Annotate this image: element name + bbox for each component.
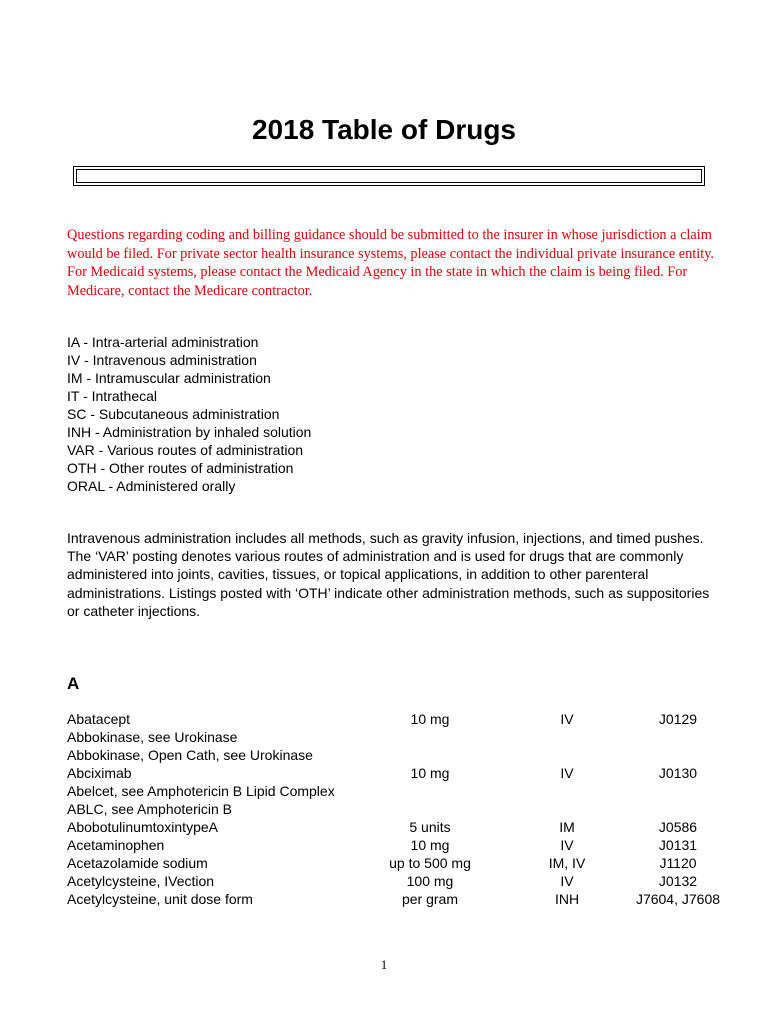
drug-dose: 100 mg [406,873,454,889]
drug-dose: 10 mg [410,711,450,727]
table-row [67,800,747,818]
drug-name: Abatacept [67,711,131,727]
drug-route: IM, IV [548,855,586,871]
drug-route: INH [554,891,580,907]
drug-name: Acetylcysteine, unit dose form [67,891,253,907]
table-row [67,746,747,764]
drug-code: J1120 [659,855,697,871]
drug-name: Acetylcysteine, IVection [67,873,215,889]
route-abbreviation-list [67,333,311,495]
drug-route: IM [559,819,575,835]
page-number: 1 [380,957,388,972]
drug-route: IV [560,711,574,727]
drug-code [609,782,747,800]
drug-name: ABLC, see Amphotericin B [67,801,232,817]
table-row [67,764,747,782]
drug-name: Abelcet, see Amphotericin B Lipid Complex [67,783,335,799]
drug-dose: up to 500 mg [389,855,471,871]
drug-code [609,728,747,746]
drug-code [609,800,747,818]
drug-table [67,710,747,908]
drug-name: Abbokinase, see Urokinase [67,729,238,745]
abbreviation-item: IA - Intra-arterial administration [67,334,259,350]
table-row [67,854,747,872]
drug-route [525,728,609,746]
title-divider-box [73,166,705,186]
drug-dose: per gram [401,891,459,907]
drug-route: IV [560,837,574,853]
drug-route: IV [560,765,574,781]
drug-dose: 5 units [409,819,451,835]
table-row [67,782,747,800]
abbreviation-item: IM - Intramuscular administration [67,370,271,386]
abbreviation-item: SC - Subcutaneous administration [67,406,280,422]
drug-name: Acetazolamide sodium [67,855,208,871]
drug-code: J0586 [658,819,698,835]
drug-code: J0132 [658,873,698,889]
drug-name: AbobotulinumtoxintypeA [67,819,218,835]
drug-route [525,800,609,818]
drug-code: J0129 [658,711,698,727]
abbreviation-item: IV - Intravenous administration [67,352,257,368]
drug-dose [335,728,525,746]
table-row [67,872,747,890]
billing-guidance-notice: Questions regarding coding and billing guidance should be submitted to the insurer in whose jurisdiction a claim would be filed. For private sector health insurance systems, please contact the individual private insurance entity. For Medicaid systems, please contact the Medicaid Agency in the state in which the claim is being filed. For Medicare, contact the Medicare contractor. [67,227,714,299]
drug-dose: 10 mg [410,765,450,781]
drug-name: Abbokinase, Open Cath, see Urokinase [67,747,313,763]
abbreviation-item: IT - Intrathecal [67,388,158,404]
drug-code [609,746,747,764]
document-title: 2018 Table of Drugs [251,114,516,145]
abbreviation-item: OTH - Other routes of administration [67,460,294,476]
administration-explanation: Intravenous administration includes all methods, such as gravity infusion, injections, and timed pushes. The ‘VAR’ posting denotes various routes of administration and is used for drugs that are commonly administered into joints, cavities, tissues, or topical applications, in addition to other parenteral administrations. Listings posted with ‘OTH’ indicate other administration methods, such as suppositories or catheter injections. [67,530,710,619]
drug-code: J0130 [658,765,698,781]
table-row [67,836,747,854]
table-row [67,728,747,746]
drug-name: Abciximab [67,765,132,781]
section-heading-a: A [67,674,80,693]
drug-code: J0131 [658,837,698,853]
table-row [67,710,747,728]
drug-dose [335,800,525,818]
drug-dose [335,782,525,800]
abbreviation-item: INH - Administration by inhaled solution [67,424,312,440]
drug-route [525,782,609,800]
drug-route [525,746,609,764]
drug-route: IV [560,873,574,889]
abbreviation-item: ORAL - Administered orally [67,478,236,494]
table-row [67,818,747,836]
abbreviation-item: VAR - Various routes of administration [67,442,304,458]
drug-dose: 10 mg [410,837,450,853]
table-row [67,890,747,908]
drug-dose [335,746,525,764]
drug-name: Acetaminophen [67,837,165,853]
title-divider-box-inner [76,169,702,183]
drug-code: J7604, J7608 [635,891,721,907]
